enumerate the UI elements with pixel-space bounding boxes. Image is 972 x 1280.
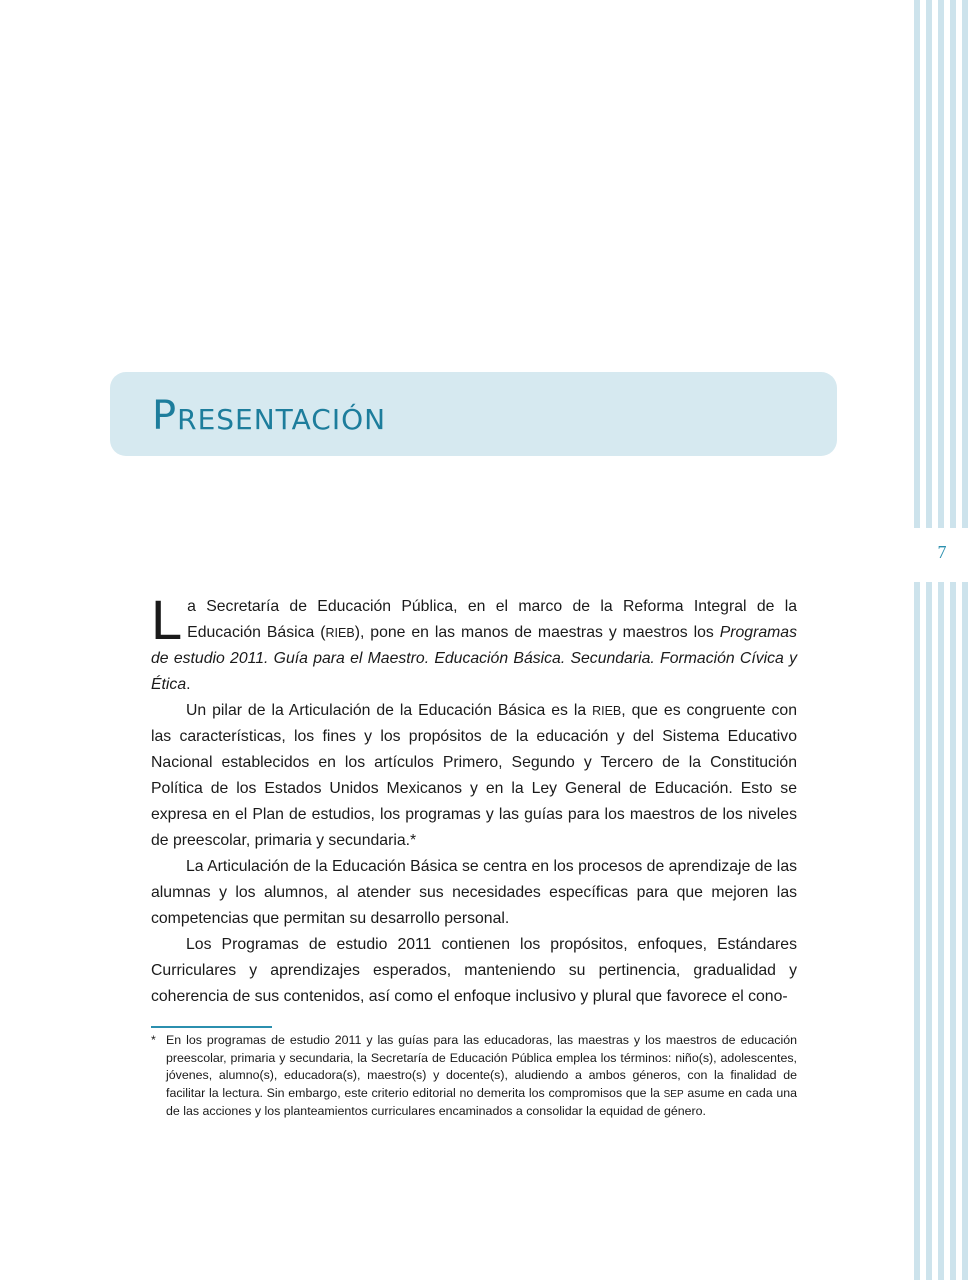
- footnote-text-b: asume en cada una de las acciones y los planteamientos curriculares encaminados a consolidar la equidad de género.: [166, 1085, 797, 1118]
- paragraph-3: La Articulación de la Educación Básica se centra en los procesos de aprendizaje de las alumnas y los alumnos, al atender sus necesidades específicas para que mejoren las competencias que permitan su desarrollo personal.: [151, 858, 797, 927]
- page-title: Presentación: [152, 393, 387, 439]
- margin-stripe: [914, 0, 920, 1280]
- publication-title: Programas de estudio 2011. Guía para el Maestro. Educación Básica. Secundaria. Formación Cívica y Ética: [151, 624, 797, 693]
- paragraph-1: [151, 588, 797, 698]
- drop-cap: L: [151, 588, 183, 651]
- margin-stripe: [950, 0, 956, 1280]
- margin-stripe: [938, 0, 944, 1280]
- footnote-text: [166, 1032, 797, 1121]
- title-banner: [110, 372, 837, 456]
- paragraph-1-text: a Secretaría de Educación Pública, en el marco de la Reforma Integral de la Educación Básica (: [187, 598, 797, 641]
- paragraph-2: [151, 698, 797, 854]
- paragraph-1-text: ), pone en las manos de maestras y maestros los: [354, 624, 720, 641]
- abbr-rieb: RIEB: [592, 704, 622, 718]
- paragraph-2-text: Un pilar de la Articulación de la Educación Básica es la: [186, 702, 593, 719]
- page-number: 7: [937, 542, 947, 562]
- margin-stripe: [962, 0, 968, 1280]
- footnote-rule: [151, 1026, 272, 1028]
- abbr-rieb: RIEB: [325, 626, 355, 640]
- abbr-sep: SEP: [663, 1088, 684, 1100]
- footnote: [151, 1032, 797, 1121]
- margin-stripe: [926, 0, 932, 1280]
- footnote-text-a: En los programas de estudio 2011 y las guías para las educadoras, las maestras y los maestros de educación preescolar, primaria y secundaria, la Secretaría de Educación Pública emplea los términos: niño(s), adolescentes, jóvenes, alumno(s), educadora(s), maestro(s) y docente(s), aludiendo a ambos géneros, con la finalidad de facilitar la lectura. Sin embargo, este criterio editorial no demerita los compromisos que la: [166, 1033, 797, 1100]
- paragraph-1-end: .: [186, 676, 191, 693]
- paragraph-2-text: , que es congruente con las características, los fines y los propósitos de la educación y del Sistema Educativo Nacional establecidos en los artículos Primero, Segundo y Tercero de la Constitución Política de los Estados Unidos Mexicanos y en la Ley General de Educación. Esto se expresa en el Plan de estudios, los programas y las guías para los maestros de los niveles de preescolar, primaria y secundaria.*: [151, 702, 797, 849]
- paragraph-4: Los Programas de estudio 2011 contienen los propósitos, enfoques, Estándares Curriculares y aprendizajes esperados, manteniendo su pertinencia, gradualidad y coherencia de sus contenidos, así como el enfoque inclusivo y plural que favorece el cono-: [151, 936, 797, 1005]
- footnote-mark: *: [151, 1033, 156, 1047]
- body-text: [151, 588, 797, 1010]
